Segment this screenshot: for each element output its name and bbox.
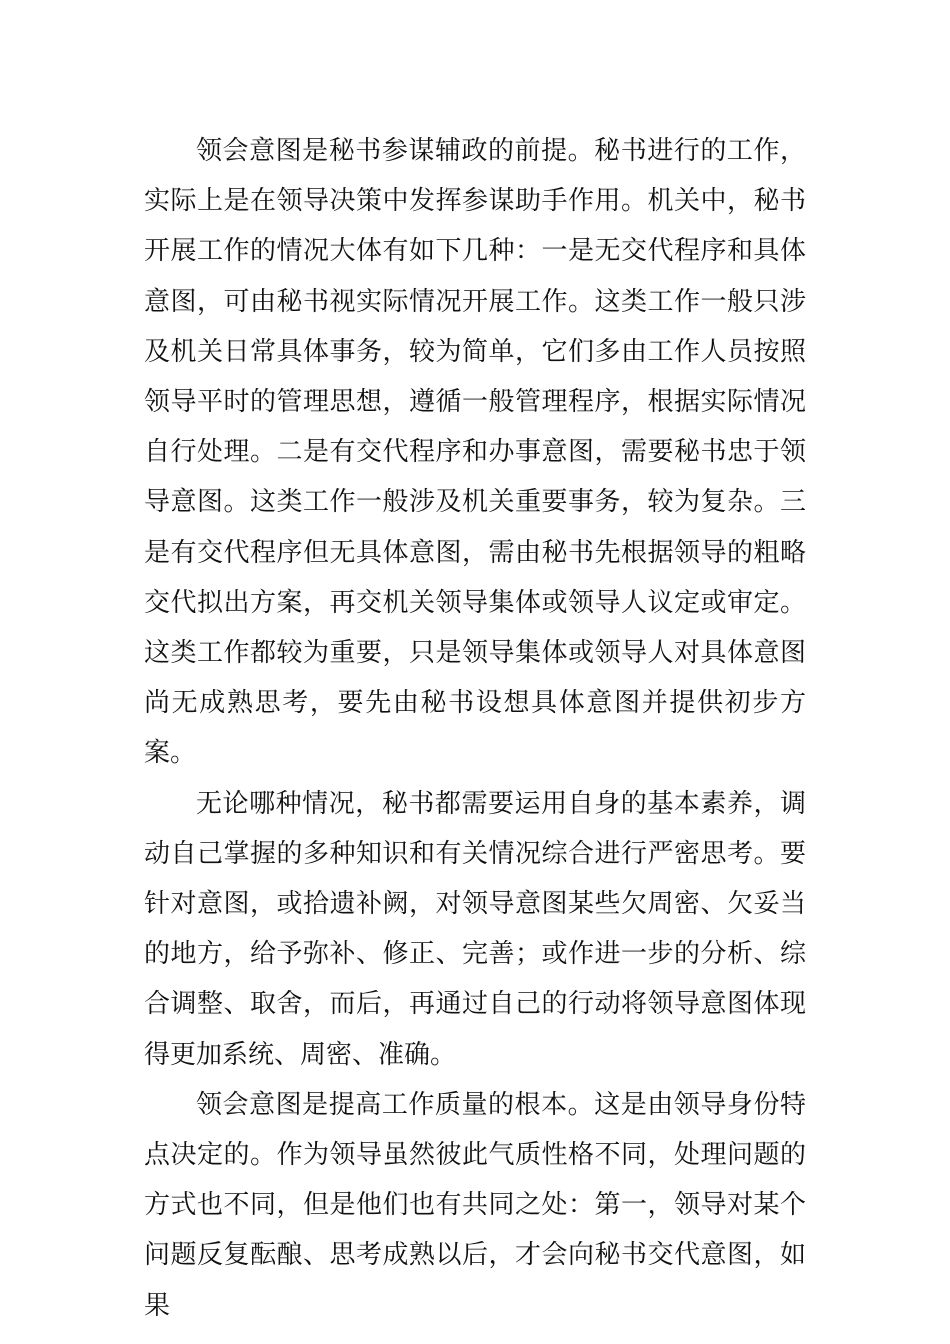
paragraph-3: 领会意图是提高工作质量的根本。这是由领导身份特点决定的。作为领导虽然彼此气质性格不同，处理问题的方式也不同，但是他们也有共同之处：第一，领导对某个问题反复酝酿、思考成熟以后，才会向秘书交代意图，如果 bbox=[144, 1089, 806, 1321]
paragraph-2: 无论哪种情况，秘书都需要运用自身的基本素养，调动自己掌握的多种知识和有关情况综合进行严密思考。要针对意图，或拾遗补阙，对领导意图某些欠周密、欠妥当的地方，给予弥补、修正、完善；或作进一步的分析、综合调整、取舍，而后，再通过自己的行动将领导意图体现得更加系统、周密、准确。 bbox=[144, 788, 806, 1070]
document-body bbox=[144, 126, 806, 1331]
paragraph-1: 领会意图是秘书参谋辅政的前提。秘书进行的工作，实际上是在领导决策中发挥参谋助手作用。机关中，秘书开展工作的情况大体有如下几种：一是无交代程序和具体意图，可由秘书视实际情况开展工作。这类工作一般只涉及机关日常具体事务，较为简单，它们多由工作人员按照领导平时的管理思想，遵循一般管理程序，根据实际情况自行处理。二是有交代程序和办事意图，需要秘书忠于领导意图。这类工作一般涉及机关重要事务，较为复杂。三是有交代程序但无具体意图，需由秘书先根据领导的粗略交代拟出方案，再交机关领导集体或领导人议定或审定。这类工作都较为重要，只是领导集体或领导人对具体意图尚无成熟思考，要先由秘书设想具体意图并提供初步方案。 bbox=[144, 136, 806, 769]
